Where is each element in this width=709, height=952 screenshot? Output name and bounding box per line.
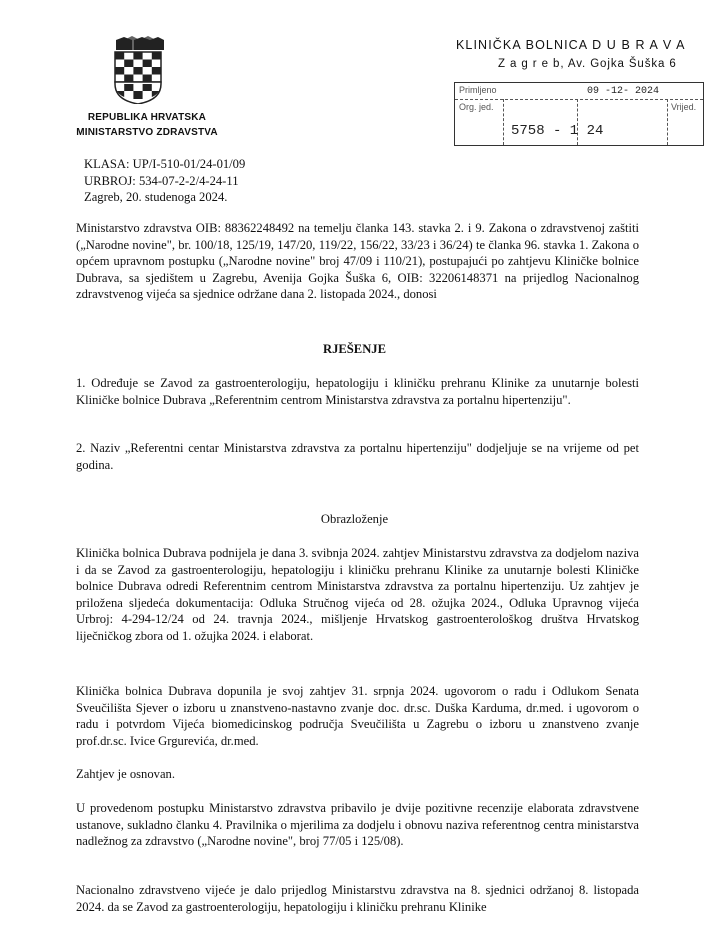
decision-point-2: 2. Naziv „Referentni centar Ministarstva zdravstva za portalnu hipertenziju" dodjeljuje se na vrijeme od pet godina. (76, 441, 639, 472)
document-meta (84, 156, 245, 206)
klasa-line: KLASA: UP/I-510-01/24-01/09 (84, 157, 246, 171)
stamp-hospital-address: Z a g r e b, Av. Gojka Šuška 6 (498, 58, 677, 70)
intro-paragraph: Ministarstvo zdravstva OIB: 88362248492 na temelju članka 143. stavka 2. i 9. Zakona o zdravstvenoj zaštiti („Narodne novine", br. 100/18, 125/19, 147/20, 119/22, 156/22, 33/23 i 36/24) te članka 96. stavka 1. Zakona o općem upravnom postupku („Narodne novine" broj 47/09 i 110/21), postupajući po zahtjevu Kliničke bolnice Dubrava, sa sjedištem u Zagrebu, Avenija Gojka Šuška 6, OIB: 32206148371 na prijedlog Nacionalnog zdravstvenog vijeća sa sjednice održane dana 2. listopada 2024., donosi (76, 221, 639, 301)
decision-title: RJEŠENJE (323, 342, 386, 356)
stamp-received-label: Primljeno (459, 85, 497, 95)
explanation-paragraph-2: Klinička bolnica Dubrava dopunila je svoj zahtjev 31. srpnja 2024. ugovorom o radu i Odlukom Senata Sveučilišta Sjever o izboru u znanstveno-nastavno zvanje doc. dr.sc. Duška Karduma, dr.med. i ugovorom o radu i potvrdom Vijeća biomedicinskog područja Sveučilišta u Zagrebu o izboru u znanstveno zvanje prof.dr.sc. Ivice Grgurevića, dr.med. (76, 684, 639, 748)
institution-line-1: REPUBLIKA HRVATSKA (87, 112, 207, 123)
explanation-paragraph-1: Klinička bolnica Dubrava podnijela je dana 3. svibnja 2024. zahtjev Ministarstvu zdravstva za dodjelom naziva i da se Zavod za gastroenterologiju, hepatologiju i kliničku prehranu Klinike za unutarnje bolesti Kliničke bolnice Dubrava odredi Referentnim centrom Ministarstva zdravstva za portalnu hipertenziju. Uz zahtjev je priložena sljedeća dokumentacija: Odluka Stručnog vijeća od 28. ožujka 2024., Odluka Upravnog vijeća Urbroj: 4-294-12/24 od 24. travnja 2024., mišljenje Hrvatskog gastroenterološkog društva Hrvatskog liječničkog zbora od 1. ožujka 2024. i elaborat. (76, 546, 639, 643)
receipt-stamp (454, 82, 704, 146)
stamp-date: 09 -12- 2024 (587, 86, 660, 97)
institution-name (62, 110, 232, 140)
explanation-paragraph-5: Nacionalno zdravstveno vijeće je dalo prijedlog Ministarstvu zdravstva na 8. sjednici održanoj 8. listopada 2024. da se Zavod za gastroenterologiju, hepatologiju i kliničku prehranu Klinike (76, 883, 639, 914)
stamp-value-label: Vrijed. (671, 102, 697, 112)
place-date-line: Zagreb, 20. studenoga 2024. (84, 190, 228, 204)
coat-of-arms-icon (112, 36, 164, 104)
urbroj-line: URBROJ: 534-07-2-2/4-24-11 (84, 173, 239, 188)
stamp-hospital-name: KLINIČKA BOLNICA D U B R A V A (456, 38, 686, 52)
stamp-number: 5758 - 1 24 (511, 123, 604, 139)
explanation-title: Obrazloženje (320, 512, 389, 526)
institution-line-2: MINISTARSTVO ZDRAVSTVA (76, 127, 218, 138)
stamp-code-label: Org. jed. (459, 102, 494, 112)
explanation-paragraph-3: Zahtjev je osnovan. (76, 767, 175, 781)
decision-point-1: 1. Određuje se Zavod za gastroenterologiju, hepatologiju i kliničku prehranu Klinike za unutarnje bolesti Kliničke bolnice Dubrava „Referentnim centrom Ministarstva zdravstva za portalnu hipertenziju". (76, 376, 639, 407)
explanation-paragraph-4: U provedenom postupku Ministarstvo zdravstva pribavilo je dvije pozitivne recenzije elaborata zdravstvene ustanove, sukladno članku 4. Pravilnika o mjerilima za dodjelu i obnovu naziva referentnog centra ministarstva nadležnog za zdravstvo („Narodne novine", broj 77/05 i 125/08). (76, 801, 639, 848)
